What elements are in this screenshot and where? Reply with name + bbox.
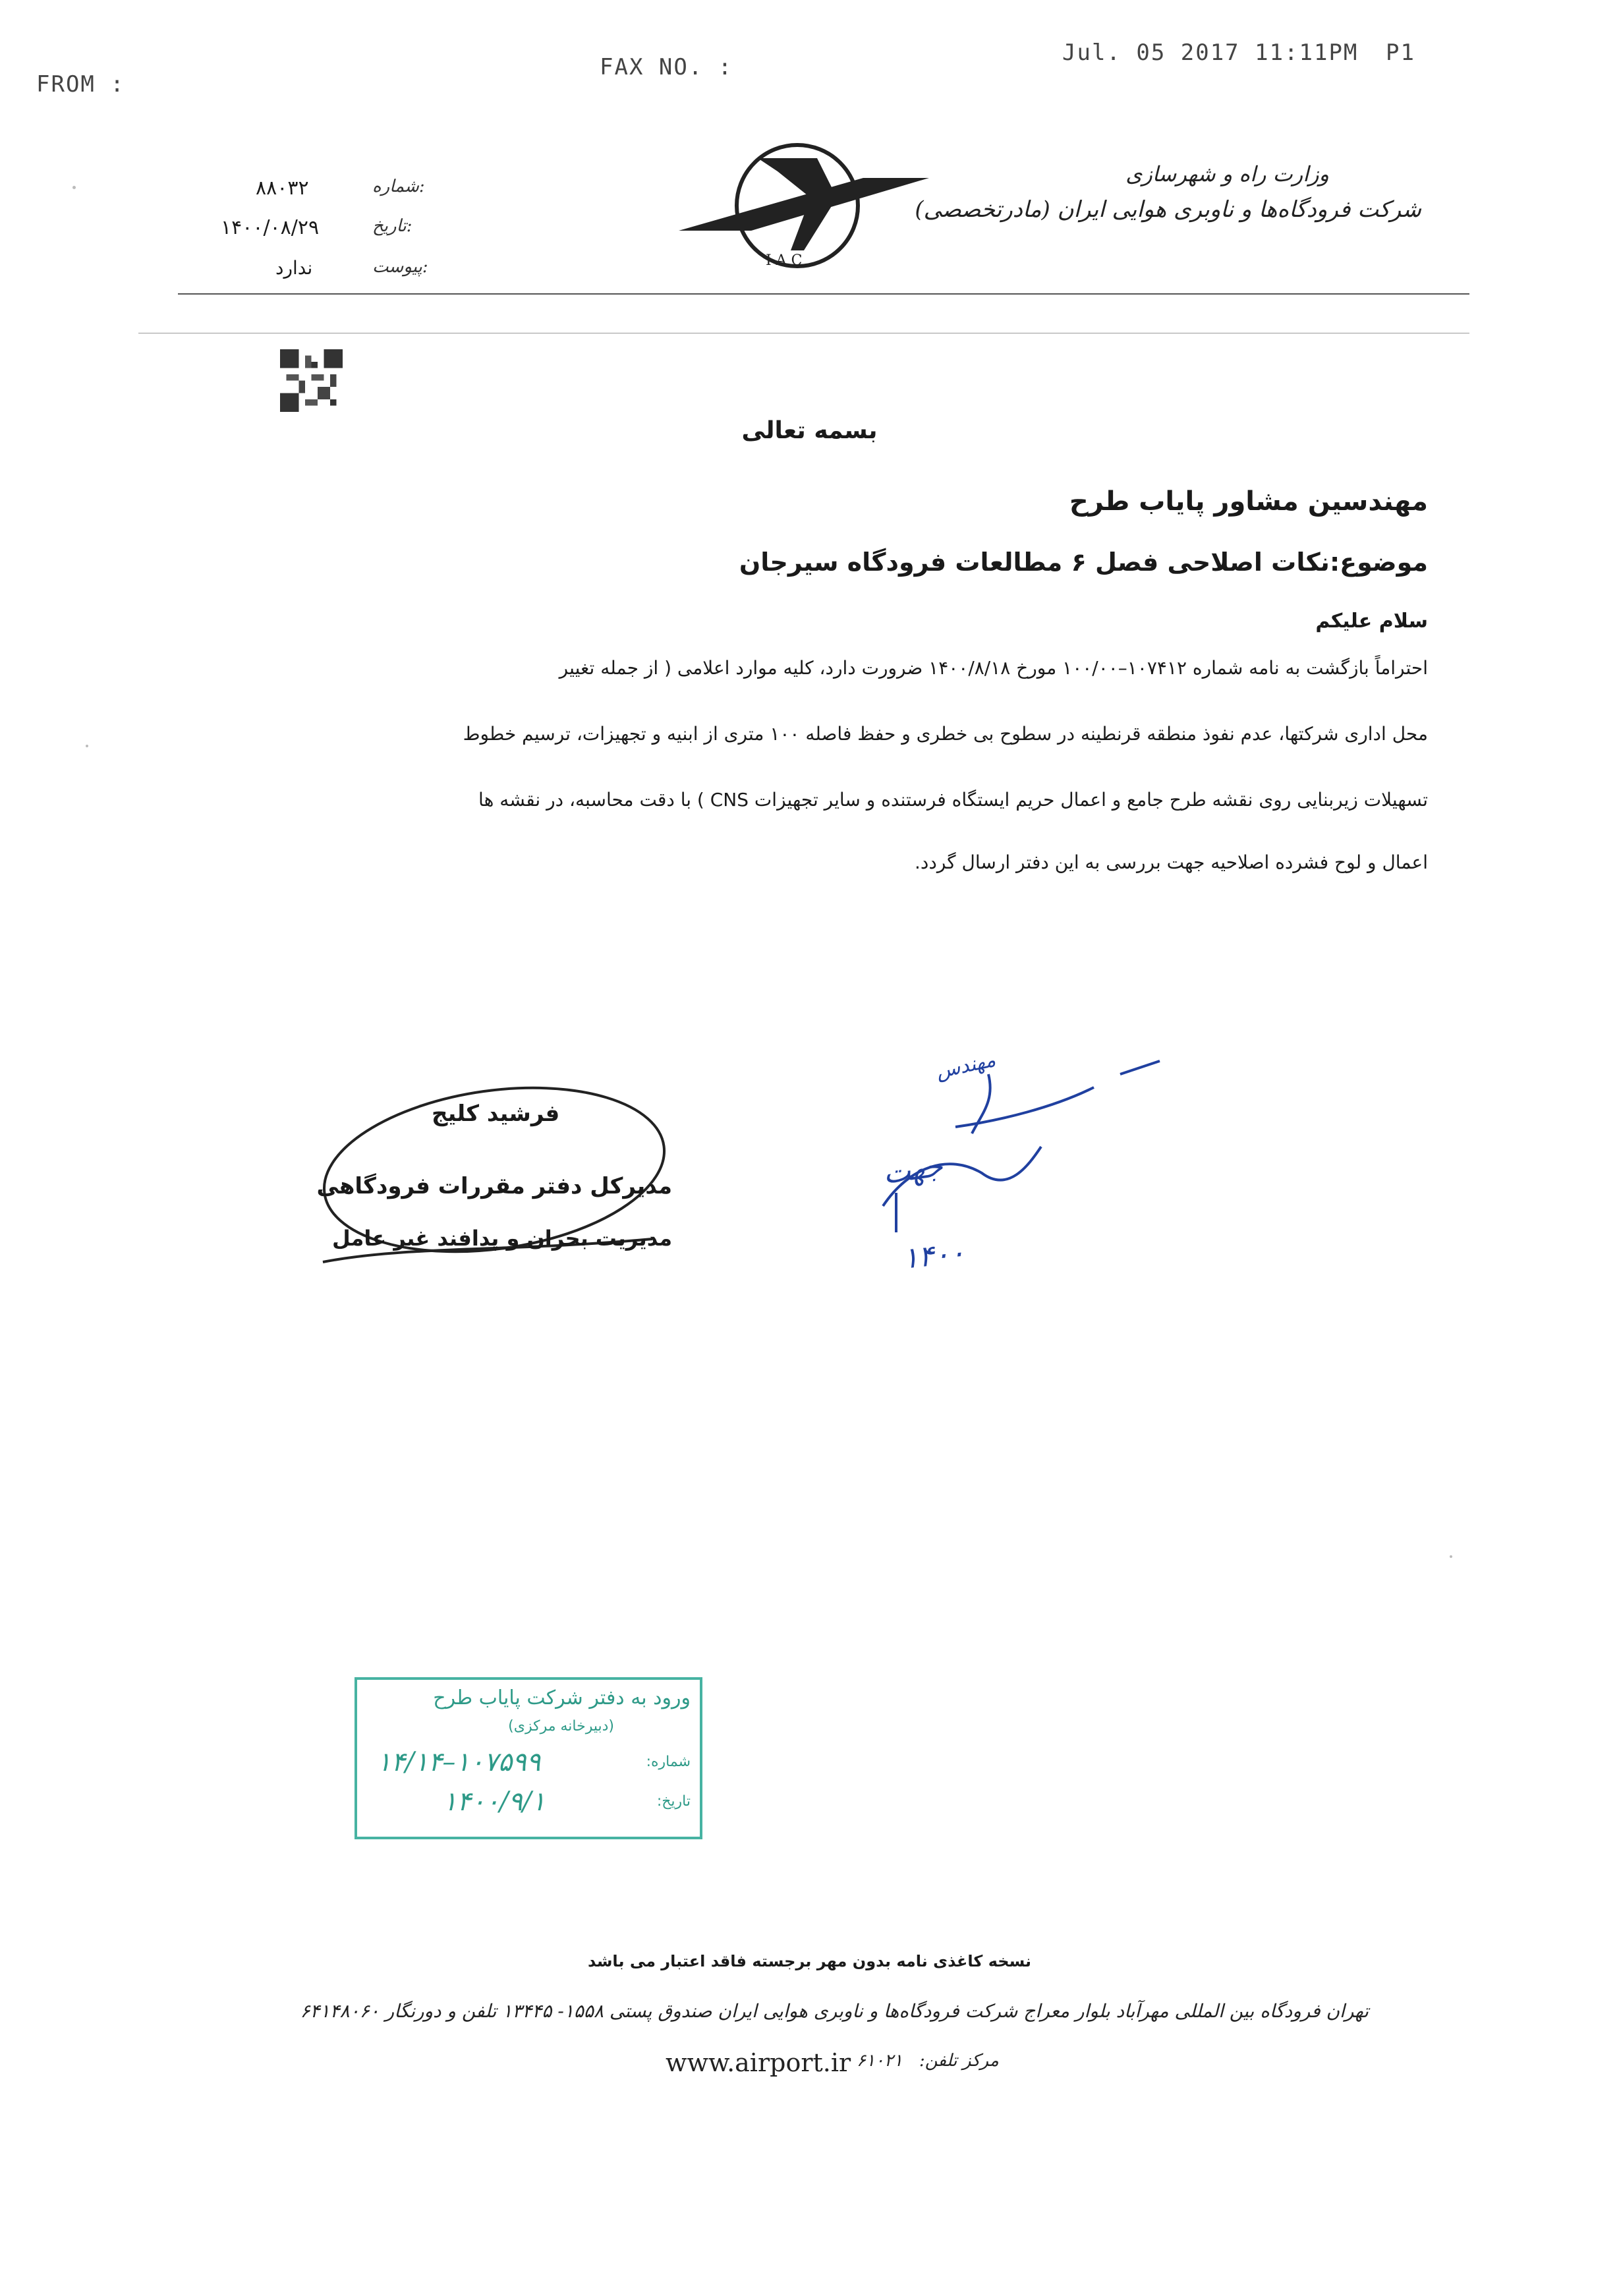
fax-number-label: FAX NO. :: [600, 54, 733, 80]
note-line-3: ۱۴۰۰: [901, 1236, 967, 1276]
company-logo: [666, 132, 929, 277]
footer-address: تهران فرودگاه بین المللی مهرآباد بلوار معراج شرکت فرودگاه‌ها و ناوبری هوایی ایران صندوق پستی ۱۵۵۸- ۱۳۴۴۵ تلفن و دورنگار ۶۴۱۴۸۰۶۰: [300, 2000, 1369, 2022]
footer-notice: نسخه کاغذی نامه بدون مهر برجسته فاقد اعتبار می باشد: [587, 1952, 1032, 1970]
scan-speck: [1450, 1555, 1452, 1558]
recipient: مهندسین مشاور پایاب طرح: [1069, 486, 1428, 517]
logo-letters: I A C: [766, 252, 803, 269]
fax-page-number: P1: [1386, 40, 1415, 66]
body-line-4: اعمال و لوح فشرده اصلاحیه جهت بررسی به این دفتر ارسال گردد.: [915, 851, 1428, 873]
stamp-subtitle: (دبیرخانه مرکزی): [508, 1718, 614, 1735]
scan-speck: [72, 186, 76, 189]
attachment-label: پیوست:: [372, 257, 428, 277]
stamp-number-label: شماره:: [646, 1754, 691, 1770]
fax-from-label: FROM :: [36, 71, 125, 98]
body-line-1: احتراماً بازگشت به نامه شماره ۱۰۷۴۱۲–۱۰۰/۰۰ مورخ ۱۴۰۰/۸/۱۸ ضرورت دارد، کلیه موارد اعلامی ( از جمله تغییر: [559, 657, 1428, 679]
fax-date-time: Jul. 05 2017 11:11PM: [1062, 40, 1359, 66]
stamp-date-value: ۱۴۰۰/۹/۱: [443, 1787, 546, 1817]
invocation: بسمه تعالی: [741, 417, 878, 444]
body-line-3: تسهیلات زیربنایی روی نقشه طرح جامع و اعمال حریم ایستگاه فرستنده و سایر تجهیزات CNS ) با دقت محاسبه، در نقشه ها: [478, 789, 1428, 811]
letter-date: ۱۴۰۰/۰۸/۲۹: [221, 216, 320, 239]
signer-title-2: مدیریت بحران و پدافند غیر عامل: [331, 1226, 672, 1251]
attachment-value: ندارد: [275, 257, 313, 279]
footer-website: www.airport.ir: [666, 2048, 851, 2077]
body-line-2: محل اداری شرکتها، عدم نفوذ منطقه قرنطینه در سطوح بی خطری و حفظ فاصله ۱۰۰ متری از ابنیه و تجهیزات، ترسیم خطوط: [463, 723, 1428, 745]
note-line-2: جهت: [880, 1149, 945, 1191]
stamp-title: ورود به دفتر شرکت پایاب طرح: [433, 1686, 691, 1709]
subject: موضوع:نکات اصلاحی فصل ۶ مطالعات فرودگاه سیرجان: [739, 548, 1428, 577]
receipt-stamp: [355, 1677, 702, 1839]
greeting: سلام علیکم: [1315, 610, 1428, 633]
letterhead-divider: [178, 293, 1469, 295]
stamp-date-label: تاریخ:: [656, 1793, 691, 1810]
stamp-number-value: ۱۴/۱۴–۱۰۷۵۹۹: [377, 1747, 541, 1777]
letter-number: ۸۸۰۳۲: [256, 177, 309, 200]
footer-central-phone: ۶۱۰۲۱: [857, 2051, 903, 2071]
company-name: شرکت فرودگاه‌ها و ناوبری هوایی ایران (مادرتخصصی): [915, 196, 1421, 223]
signer-name: فرشید کلیج: [432, 1101, 560, 1127]
footer-central-phone-label: مرکز تلفن:: [919, 2051, 999, 2071]
note-line-1: مهندس: [934, 1048, 998, 1084]
signer-title-1: مدیرکل دفتر مقررات فرودگاهی: [316, 1173, 672, 1199]
date-label: تاریخ:: [372, 216, 412, 236]
ministry-name: وزارت راه و شهرسازی: [1125, 161, 1329, 187]
number-label: شماره:: [372, 177, 425, 196]
qr-code: [280, 349, 343, 412]
scan-speck: [86, 745, 88, 747]
